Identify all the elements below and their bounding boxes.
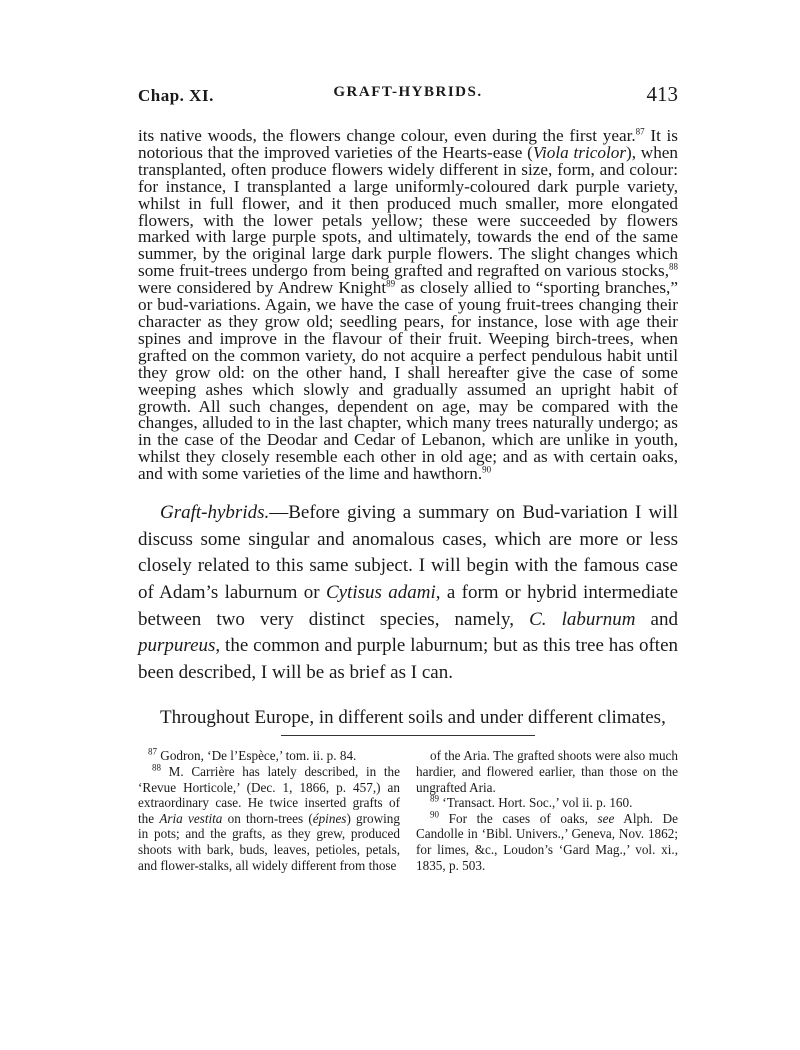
footnote-ref: 89 — [386, 278, 396, 289]
text-run: ) growing in pots; and the grafts, as they grew, produced shoots with bark, buds, leaves, petioles, petals, and flower-stalks, all widely different from those — [138, 810, 400, 873]
running-header — [138, 82, 678, 108]
footnotes-right-column — [416, 748, 678, 873]
page-number: 413 — [646, 82, 678, 106]
text-run: ‘Transact. Hort. Soc.,’ vol ii. p. 160. — [439, 795, 633, 811]
italic-text: Aria vestita — [159, 810, 223, 826]
footnote — [138, 764, 400, 873]
footnote-ref: 88 — [152, 762, 161, 773]
italic-text: Graft-hybrids. — [160, 502, 270, 524]
text-run: and — [635, 608, 678, 630]
text-run: It is notorious that the improved varieties of the Hearts-ease ( — [138, 126, 678, 162]
footnote-ref: 87 — [148, 746, 157, 757]
footnote-ref: 87 — [635, 126, 645, 137]
footnote-ref: 90 — [430, 809, 439, 820]
preceding-paragraph — [138, 128, 678, 483]
book-page — [138, 82, 678, 873]
text-run: its native woods, the flowers change colour, even during the first year. — [138, 126, 636, 145]
footnote — [416, 811, 678, 873]
running-title: GRAFT-HYBRIDS. — [333, 84, 483, 100]
text-run: of the Aria. The grafted shoots were also much hardier, and flowered earlier, than those on the ungrafted Aria. — [416, 748, 678, 795]
footnotes — [138, 748, 678, 873]
italic-text: Cytisus adami — [325, 582, 436, 603]
text-run: Godron, ‘De l’Espèce,’ tom. ii. p. 84. — [157, 748, 357, 764]
continuation-line: Throughout Europe, in different soils and under different climates, — [160, 707, 666, 729]
italic-text: purpureus — [138, 635, 216, 657]
chapter-label: Chap. XI. — [138, 86, 214, 105]
text-run: as closely allied to “sporting branches,” or bud-variations. Again, we have the case of young fruit-trees changing their character as they grow old; seedling pears, for instance, lose with age their spines and improve in the flavour of their fruit. Weeping birch-trees, when grafted on the common variety, do not acquire a perfect pendulous habit until they grow old: on the other hand, I shall hereafter give the case of some weeping ashes which slowly and gradually assumed an upright habit of growth. All such changes, dependent on age, may be compared with the changes, alluded to in the last chapter, which many trees naturally undergo; as in the case of the Deodar and Cedar of Lebanon, which are unlike in youth, whilst they closely resemble each other in old age; and as with certain oaks, and with some varieties of the lime and hawthorn. — [138, 278, 678, 484]
text-run: ), when transplanted, often produce flowers widely different in size, form, and colour: for instance, I transplanted a large uniformly-coloured dark purple variety, whilst in full flower, and it then produced much smaller, more elongated flowers, with the lower petals yellow; these were succeeded by flowers marked with large purple spots, and ultimately, towards the end of the same summer, by the original large dark purple flowers. The slight changes which some fruit-trees undergo from being grafted and regrafted on various stocks, — [138, 142, 679, 281]
italic-text: see — [597, 810, 615, 826]
footnote — [416, 795, 678, 811]
text-run: For the cases of oaks, — [439, 810, 598, 826]
text-run: M. Carrière has lately described, in the ‘Revue Horticole,’ (Dec. 1, 1866, p. 457,) an extraordinary case. He twice inserted grafts of the — [138, 763, 400, 826]
footnote — [416, 748, 678, 795]
text-run: , a form or hybrid intermediate between two very distinct species, namely, — [138, 582, 679, 630]
footnote-ref: 89 — [430, 793, 439, 804]
text-run: were considered by Andrew Knight — [138, 278, 387, 298]
italic-text: épines — [312, 810, 347, 826]
footnote-rule — [281, 735, 535, 736]
footnote-ref: 90 — [482, 464, 492, 475]
footnote — [138, 748, 400, 764]
graft-hybrids-paragraph — [138, 500, 678, 686]
italic-text: Viola tricolor — [532, 142, 627, 162]
text-run: Alph. De Candolle in ‘Bibl. Univers.,’ Geneva, Nov. 1862; for limes, &c., Loudon’s ‘Gard Mag.,’ vol. xi., 1835, p. 503. — [416, 810, 678, 873]
italic-text: C. laburnum — [529, 608, 636, 630]
text-run: , the common and purple laburnum; but as this tree has often been described, I will be as brief as I can. — [138, 635, 678, 683]
footnote-ref: 88 — [669, 261, 678, 272]
text-run: —Before giving a summary on Bud-variation I will discuss some singular and anomalous cases, which are more or less closely related to this same subject. I will begin with the famous case of Adam’s laburnum or — [138, 502, 678, 603]
text-run: on thorn-trees ( — [222, 810, 313, 826]
footnotes-left-column — [138, 748, 400, 873]
